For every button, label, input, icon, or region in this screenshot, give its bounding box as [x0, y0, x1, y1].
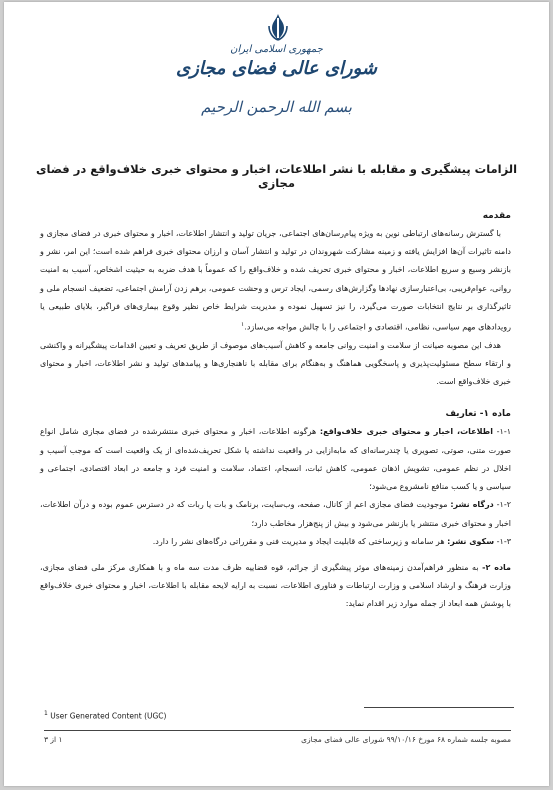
- letterhead: [4, 2, 549, 142]
- footer-divider: [44, 730, 511, 731]
- article-1-heading: ماده ۱- تعاریف: [445, 409, 511, 420]
- footnote-divider: [364, 707, 514, 708]
- document-page: [4, 2, 549, 786]
- council-name: شورای عالی فضای مجازی: [176, 58, 377, 79]
- emblem-icon: [266, 12, 290, 42]
- article-2-heading: ماده ۲-: [482, 562, 512, 572]
- page-number: ۱ از ۳: [44, 735, 63, 744]
- document-title: الزامات پیشگیری و مقابله با نشر اطلاعات، اخبار و محتوای خبری خلاف‌واقع در فضای مجازی: [35, 162, 518, 190]
- republic-label: جمهوری اسلامی ایران: [230, 44, 323, 55]
- footnote: $^1$ User Generated Content (UGC): [44, 710, 167, 721]
- intro-paragraph-2: هدف این مصوبه صیانت از سلامت و امنیت روانی جامعه و کاهش آسیب‌های موصوف از طریق تعریف و تعیین اقدامات پیشگیرانه و واکنشی و ارتقاء سطح مسئولیت‌پذیری و پاسخگویی هماهنگ و به‌هنگام برای مقابله با ناهنجاری‌ها و پیامدهای تولید و نشر اطلاعات، اخبار و محتوای خبری خلاف‌واقع است.: [40, 340, 511, 387]
- footer-approval: مصوبه جلسه شماره ۶۸ مورخ ۹۹/۱۰/۱۶ شورای عالی فضای مجازی: [301, 735, 511, 744]
- intro-paragraph-1: با گسترش رسانه‌های ارتباطی نوین به ویژه پیام‌رسان‌های اجتماعی، جریان تولید و انتشار اطلاعات، اخبار و محتوای خبری در فضای مجازی و دامنه تاثیرات آن‌ها افزایش یافته و زمینه مشارکت شهروندان در تولید و انتشار آسان و ارزان محتوای خبری فراهم شده است؛ این امر، نشر و بازنشر وسیع و سریع اطلاعات، اخبار و محتوای خبری تحریف شده و خلاف‌واقع را که عموماً با هدف ضربه به حیثیت اشخاص، آسیب به امنیت روانی، عوام‌فریبی، بی‌اعتبارسازی نهادها وگزارش‌های رسمی، ایجاد ترس و وحشت عمومی، برهم زدن آرامش اجتماعی، تضعیف انسجام ملی و تاثیرگذاری بر نتایج انتخابات صورت می‌گیرد، را نیز تسهیل نموده و مدیریت شرایط خاص نظیر وقوع بیماری‌های فراگیر، بلایای طبیعی یا رویدادهای مهم سیاسی، نظامی، اقتصادی و اجتماعی را با چالش مواجه می‌سازد.$^۱$: [40, 229, 511, 332]
- document-body: [40, 207, 511, 614]
- definition-item: ۱-۲- درگاه نشر: موجودیت فضای مجازی اعم از کانال، صفحه، وب‌سایت، برنامک و بات یا ربات که در دسترس عموم بوده و درآن اطلاعات، اخبار و محتوای خبری منتشر یا بازنشر می‌شود و بیش از پنج‌هزار مخاطب دارد؛: [40, 500, 511, 528]
- definition-item: ۱-۳- سکوی نشر: هر سامانه و زیرساختی که قابلیت ایجاد و مدیریت فنی و مقرراتی درگاه‌های نشر را دارد.: [152, 536, 511, 546]
- footnote-ref: ۱: [241, 321, 245, 329]
- article-2: ماده ۲- به منظور فراهم‌آمدن زمینه‌های موثر پیشگیری از جرائم، قوه قضاییه ظرف مدت سه ماه و با همکاری مرکز ملی فضای مجازی، وزارت فرهنگ و ارشاد اسلامی و وزارت ارتباطات و فناوری اطلاعات، نسبت به ارایه لایحه مقابله با اطلاعات، اخبار و محتوای خبری خلاف‌واقع با پوشش همه ابعاد از جمله موارد زیر اقدام نماید:: [40, 562, 512, 609]
- definition-item: ۱-۱- اطلاعات، اخبار و محتوای خبری خلاف‌واقع: هرگونه اطلاعات، اخبار و محتوای خبری منتشرشده در فضای مجازی شامل انواع صورت متنی، صوتی، تصویری یا چندرسانه‌ای که مابه‌ازایی در واقعیت نداشته یا شکل تحریف‌شده‌ای از یک واقعیت است که موجب آسیب و اخلال در نظم عمومی، تشویش اذهان عمومی، کاهش ثبات، انسجام، اعتماد، سلامت و امنیت فرد و جامعه در ابعاد اقتصادی، اجتماعی و سیاسی و یا کسب منافع نامشروع می‌شود؛: [40, 427, 512, 492]
- intro-heading: مقدمه: [482, 211, 511, 221]
- basmala: بسم الله الرحمن الرحیم: [201, 98, 352, 116]
